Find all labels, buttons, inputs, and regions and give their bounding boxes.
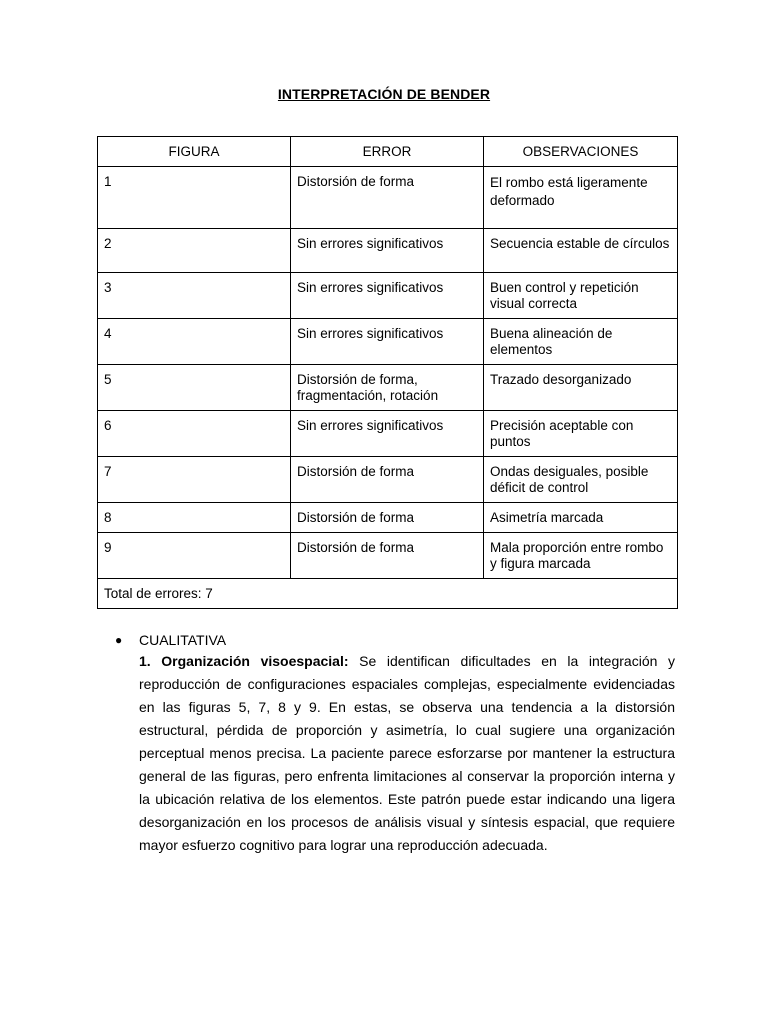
table-row xyxy=(98,319,678,365)
cell-figura: 9 xyxy=(98,533,291,579)
cell-error: Distorsión de forma xyxy=(291,457,484,503)
table-row xyxy=(98,273,678,319)
cell-error: Sin errores significativos xyxy=(291,229,484,273)
table-row xyxy=(98,503,678,533)
cell-error: Distorsión de forma, fragmentación, rotación xyxy=(291,365,484,411)
cell-error: Sin errores significativos xyxy=(291,319,484,365)
cell-figura: 5 xyxy=(98,365,291,411)
paragraph-heading: 1. Organización visoespacial: xyxy=(139,653,349,669)
qualitative-section xyxy=(115,631,675,857)
cell-error: Distorsión de forma xyxy=(291,167,484,229)
cell-error: Sin errores significativos xyxy=(291,411,484,457)
document-title: INTERPRETACIÓN DE BENDER xyxy=(277,86,491,102)
cell-observaciones: Asimetría marcada xyxy=(484,503,678,533)
table-row xyxy=(98,457,678,503)
paragraph xyxy=(139,650,675,857)
header-figura: FIGURA xyxy=(98,137,291,167)
table-row xyxy=(98,365,678,411)
cell-figura: 8 xyxy=(98,503,291,533)
table-row xyxy=(98,167,678,229)
paragraph-body: Se identifican dificultades en la integración y reproducción de configuraciones espaciales complejas, especialmente evidenciadas en las figuras 5, 7, 8 y 9. En estas, se observa una tendencia a la distorsión estructural, pérdida de proporción y asimetría, lo cual sugiere una organización perceptual menos precisa. La paciente parece esforzarse por mantener la estructura general de las figuras, pero enfrenta limitaciones al conservar la proporción interna y la ubicación relativa de los elementos. Este patrón puede estar indicando una ligera desorganización en los procesos de análisis visual y síntesis espacial, que requiere mayor esfuerzo cognitivo para lograr una reproducción adecuada. xyxy=(139,653,676,853)
total-errors: Total de errores: 7 xyxy=(98,579,678,609)
table-header-row xyxy=(98,137,678,167)
table-row xyxy=(98,411,678,457)
cell-observaciones: Buen control y repetición visual correcta xyxy=(484,273,678,319)
bender-table xyxy=(97,136,678,609)
header-observaciones: OBSERVACIONES xyxy=(484,137,678,167)
bullet-dot-icon: ● xyxy=(115,633,123,647)
cell-figura: 3 xyxy=(98,273,291,319)
header-error: ERROR xyxy=(291,137,484,167)
table-row xyxy=(98,533,678,579)
cell-observaciones: El rombo está ligeramente deformado xyxy=(484,167,678,229)
cell-error: Distorsión de forma xyxy=(291,533,484,579)
cell-figura: 1 xyxy=(98,167,291,229)
cell-figura: 2 xyxy=(98,229,291,273)
cell-observaciones: Buena alineación de elementos xyxy=(484,319,678,365)
bullet-item xyxy=(115,631,675,649)
table-row xyxy=(98,229,678,273)
bullet-label: CUALITATIVA xyxy=(139,632,227,648)
table-total-row xyxy=(98,579,678,609)
cell-observaciones: Trazado desorganizado xyxy=(484,365,678,411)
cell-observaciones: Secuencia estable de círculos xyxy=(484,229,678,273)
cell-observaciones: Precisión aceptable con puntos xyxy=(484,411,678,457)
cell-observaciones: Mala proporción entre rombo y figura marcada xyxy=(484,533,678,579)
cell-figura: 7 xyxy=(98,457,291,503)
cell-error: Sin errores significativos xyxy=(291,273,484,319)
cell-error: Distorsión de forma xyxy=(291,503,484,533)
cell-figura: 6 xyxy=(98,411,291,457)
cell-figura: 4 xyxy=(98,319,291,365)
cell-observaciones: Ondas desiguales, posible déficit de control xyxy=(484,457,678,503)
